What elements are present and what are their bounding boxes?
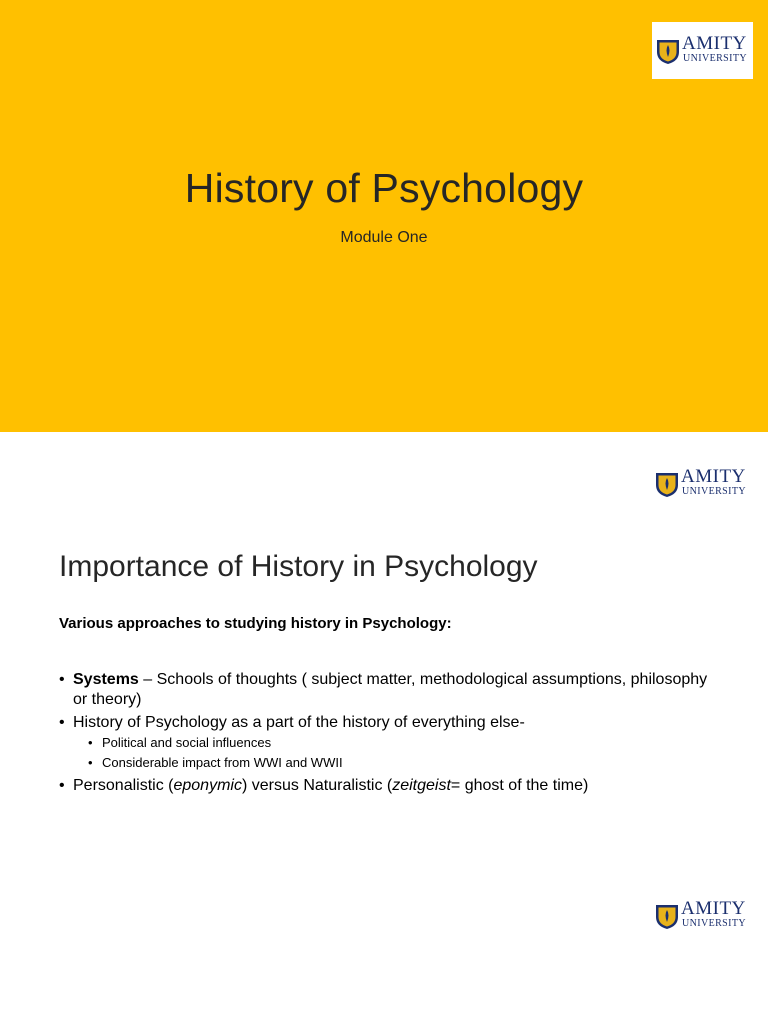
- sub-list-item: [88, 733, 719, 753]
- bullet-italic-term: eponymic: [173, 777, 242, 794]
- logo-brand-text: AMITY: [681, 466, 746, 487]
- content-slide: [0, 432, 768, 864]
- bullet-bold-term: Systems: [73, 671, 139, 688]
- intro-text: Various approaches to studying history in Psychology:: [59, 615, 452, 632]
- logo-sub-text: UNIVERSITY: [683, 53, 747, 64]
- bullet-text: Personalistic (: [73, 777, 174, 794]
- bullet-text: – Schools of thoughts ( subject matter, methodological assumptions, philosophy or theory): [73, 671, 708, 708]
- logo-panel: [652, 22, 753, 79]
- slide-title: History of Psychology: [184, 165, 584, 211]
- list-item: [59, 670, 719, 710]
- bullet-italic-term: zeitgeist: [392, 777, 451, 794]
- amity-logo: [655, 33, 755, 69]
- sub-list-item: [88, 753, 719, 773]
- sub-bullet-text: Considerable impact from WWI and WWII: [102, 755, 343, 770]
- sub-bullet-text: Political and social influences: [102, 735, 272, 750]
- bullet-text: = ghost of the time): [450, 777, 589, 794]
- bullet-text: History of Psychology as a part of the history of everything else-: [73, 714, 525, 731]
- amity-logo: [654, 898, 754, 934]
- logo-brand-text: AMITY: [681, 898, 746, 919]
- slide-heading: Importance of History in Psychology: [59, 550, 538, 583]
- list-item: [59, 713, 719, 733]
- logo-brand-text: AMITY: [682, 33, 747, 54]
- logo-sub-text: UNIVERSITY: [682, 486, 746, 497]
- amity-logo: [654, 466, 754, 502]
- amity-crest-icon: [654, 470, 680, 498]
- amity-crest-icon: [654, 902, 680, 930]
- logo-sub-text: UNIVERSITY: [682, 918, 746, 929]
- slide-subtitle: Module One: [340, 229, 428, 246]
- list-item: [59, 776, 719, 796]
- title-slide: [0, 0, 768, 432]
- next-slide: [0, 864, 768, 1024]
- bullet-list: [59, 670, 719, 799]
- amity-crest-icon: [655, 37, 681, 65]
- bullet-text: ) versus Naturalistic (: [241, 777, 393, 794]
